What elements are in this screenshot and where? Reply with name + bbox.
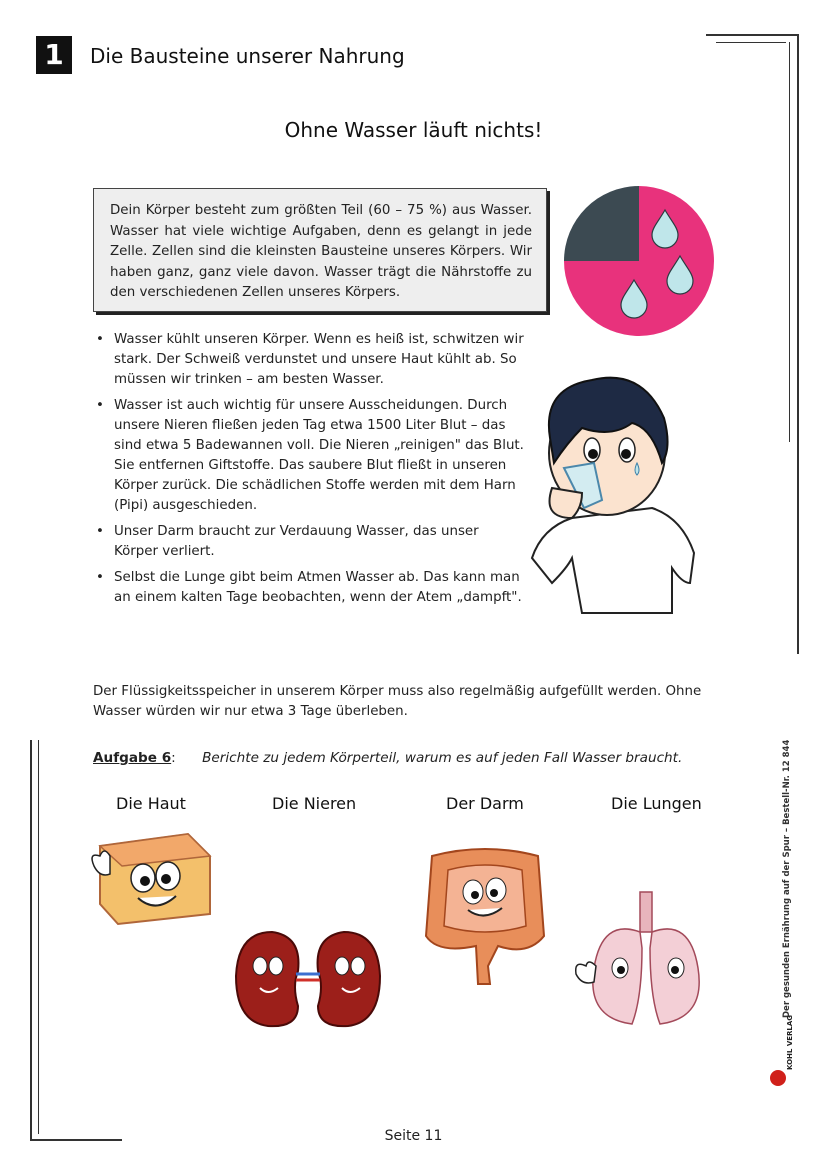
page-number: Seite 11 (384, 1128, 443, 1144)
frame-left-vertical-inner (38, 740, 39, 1134)
conclusion-text: Der Flüssigkeitsspeicher in unserem Körper muss also regelmäßig aufgefüllt werden. Ohne Wasser würden wir nur etwa 3 Tage überleben. (93, 684, 702, 719)
skin-illustration (88, 826, 218, 926)
intestine-illustration (418, 846, 552, 986)
lungs-illustration (572, 888, 718, 1028)
task-text: Berichte zu jedem Körperteil, warum es auf jeden Fall Wasser braucht. (202, 750, 683, 766)
water-pie-chart (562, 184, 716, 338)
publisher-logo (768, 1014, 798, 1096)
list-item: • Unser Darm braucht zur Verdauung Wasser, das unser Körper verliert. (114, 522, 524, 562)
boy-drinking-illustration (512, 368, 696, 618)
task (93, 750, 682, 766)
publisher-logo-text: KOHL VERLAG (786, 1014, 794, 1070)
side-publication-text (782, 738, 798, 1018)
organ-label-kidneys: Die Nieren (272, 794, 357, 813)
task-label: Aufgabe 6 (93, 750, 172, 766)
bullet-list (92, 330, 524, 614)
list-item: • Wasser ist auch wichtig für unsere Ausscheidungen. Durch unsere Nieren fließen jeden Tag etwa 1500 Liter Blut – das sind etwa 5 Badewannen voll. Die Nieren „reinigen" das Blut. Sie entfernen Giftstoffe. Das saubere Blut fließt in unseren Körper zurück. Die schädlichen Stoffe werden mit dem Harn (Pipi) ausgeschieden. (114, 396, 524, 516)
list-item: • Selbst die Lunge gibt beim Atmen Wasser ab. Das kann man an einem kalten Tage beobachten, wenn der Atem „dampft". (114, 568, 524, 608)
pie-slice-rest (564, 186, 639, 261)
kidneys-illustration (232, 926, 384, 1030)
frame-left-vertical (30, 740, 32, 1140)
frame-right-vertical-inner (789, 42, 790, 442)
frame-top-right-inner (716, 42, 786, 43)
side-publication-label: Der gesunden Ernährung auf der Spur – Bestell-Nr. 12 844 (782, 739, 792, 1018)
task-colon: : (171, 750, 176, 766)
frame-top-right (706, 34, 798, 36)
organ-label-intestine: Der Darm (446, 794, 524, 813)
organ-label-lungs: Die Lungen (611, 794, 702, 813)
chapter-number: 1 (36, 36, 72, 74)
intro-box: Dein Körper besteht zum größten Teil (60 – 75 %) aus Wasser. Wasser hat viele wichtige Aufgaben, denn es gelangt in jede Zelle. Zellen sind die kleinsten Bausteine unseres Körpers. Wir haben ganz, ganz viele davon. Wasser trägt die Nährstoffe zu den verschiedenen Zellen unseres Körpers. (93, 188, 547, 312)
page-title: Ohne Wasser läuft nichts! (284, 118, 543, 142)
publisher-logo-flower-icon (770, 1070, 786, 1086)
chapter-title: Die Bausteine unserer Nahrung (90, 44, 405, 68)
organ-label-skin: Die Haut (116, 794, 186, 813)
list-item: • Wasser kühlt unseren Körper. Wenn es heiß ist, schwitzen wir stark. Der Schweiß verdunstet und unsere Haut kühlt ab. So müssen wir trinken – am besten Wasser. (114, 330, 524, 390)
